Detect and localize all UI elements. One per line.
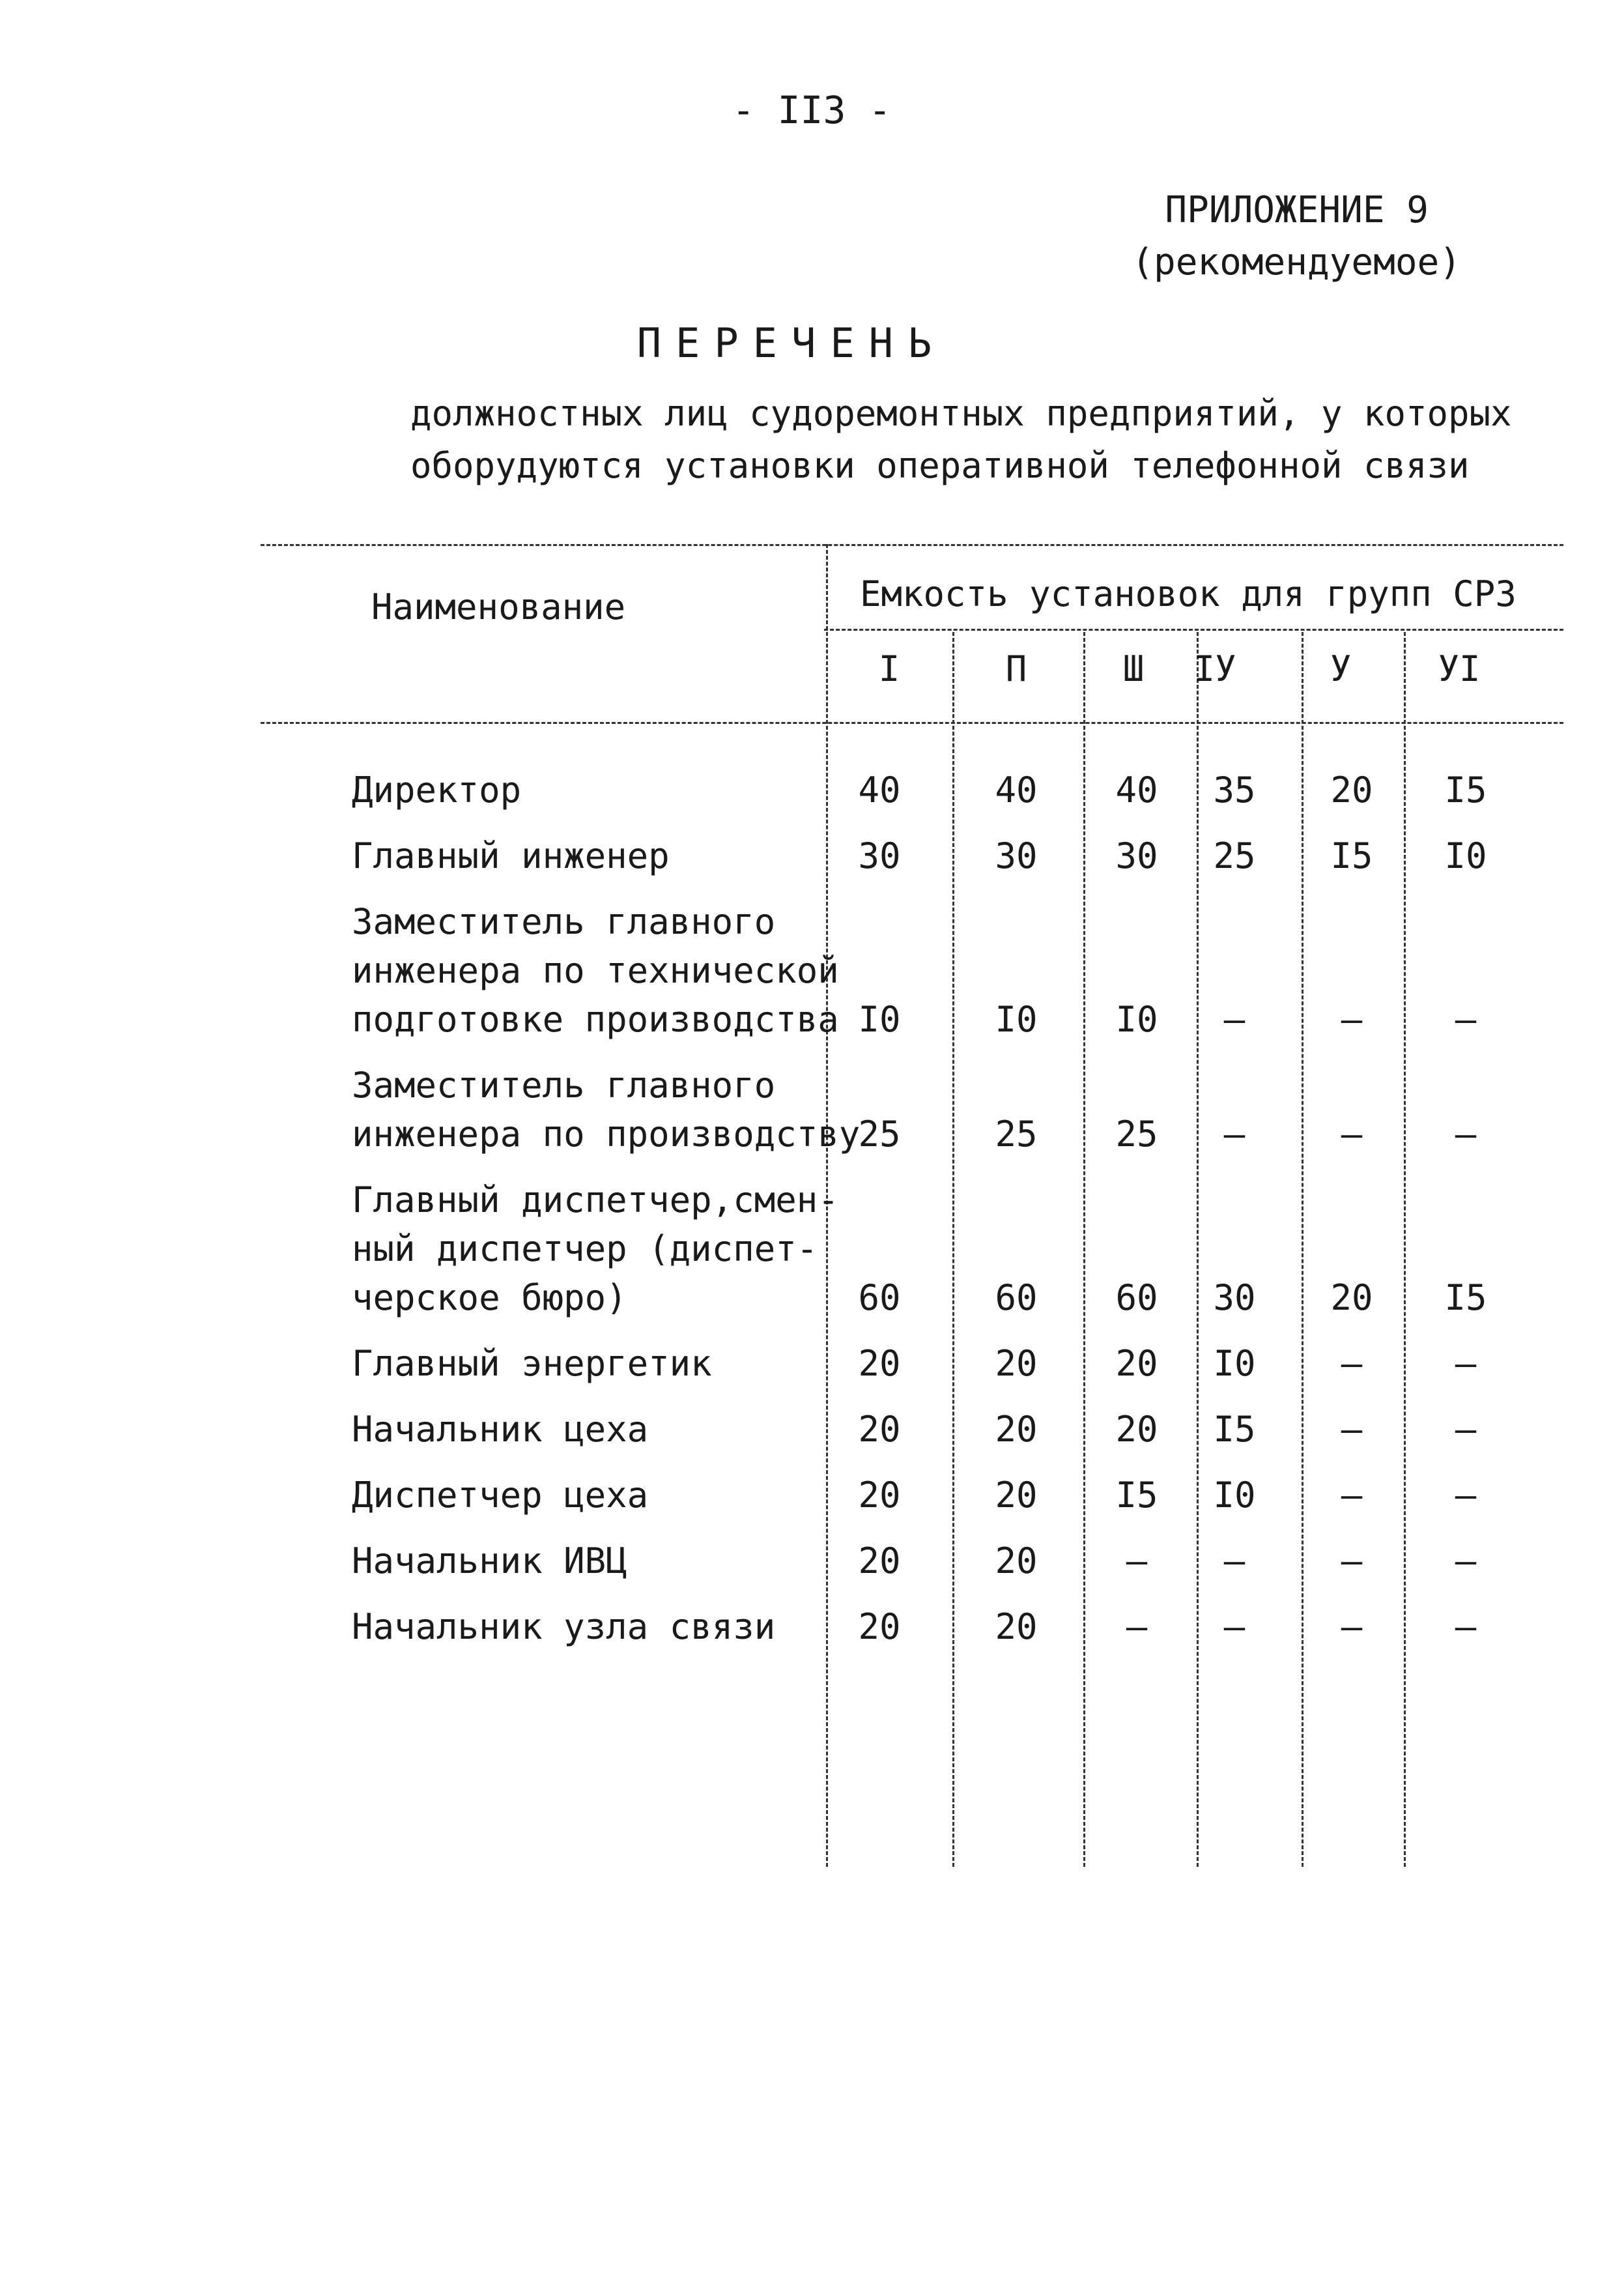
- row-name-line: Начальник узла связи: [352, 1606, 776, 1647]
- header-bottom-border: [261, 722, 1563, 724]
- row-name-line: ный диспетчер (диспет-: [352, 1228, 818, 1269]
- table-cell: 20: [995, 1540, 1038, 1581]
- table-cell: –: [1341, 1343, 1363, 1384]
- table-cell: I5: [1444, 1277, 1487, 1318]
- table-cell: –: [1223, 1114, 1246, 1155]
- table-cell: –: [1455, 999, 1477, 1040]
- row-name-line: черское бюро): [352, 1277, 627, 1318]
- group-header: Емкость установок для групп СРЗ: [860, 573, 1517, 614]
- row-name-line: Главный диспетчер,смен-: [352, 1179, 839, 1220]
- column-header-3: Ш: [1122, 648, 1145, 689]
- table-cell: I0: [1213, 1343, 1256, 1384]
- table-cell: 25: [858, 1114, 901, 1155]
- row-name: [352, 1175, 839, 1322]
- row-name-line: Заместитель главного: [352, 1065, 776, 1106]
- column-divider: [952, 632, 954, 1867]
- table-cell: 20: [995, 1343, 1038, 1384]
- column-header-4: IУ: [1193, 648, 1236, 689]
- table-cell: 20: [858, 1475, 901, 1516]
- table-cell: 20: [995, 1409, 1038, 1450]
- row-name-line: инженера по производству: [352, 1114, 861, 1155]
- column-divider: [1302, 632, 1303, 1867]
- row-name-line: Директор: [352, 770, 522, 811]
- table-cell: –: [1455, 1409, 1477, 1450]
- table-cell: –: [1341, 1606, 1363, 1647]
- table-top-border: [261, 544, 1563, 546]
- row-name: [352, 1405, 648, 1454]
- column-header-5: У: [1330, 648, 1352, 689]
- column-divider: [1197, 632, 1199, 1867]
- table-cell: 20: [1115, 1409, 1158, 1450]
- document-subtitle: [410, 388, 1512, 492]
- row-name-line: инженера по технической: [352, 950, 839, 991]
- table-cell: –: [1455, 1343, 1477, 1384]
- table-cell: 30: [1213, 1277, 1256, 1318]
- table-cell: I0: [1115, 999, 1158, 1040]
- table-cell: I5: [1213, 1409, 1256, 1450]
- table-cell: 25: [1213, 835, 1256, 876]
- row-name: [352, 1339, 712, 1388]
- table-cell: –: [1223, 1540, 1246, 1581]
- table-cell: –: [1341, 1475, 1363, 1516]
- table-cell: I5: [1330, 835, 1373, 876]
- table-cell: I5: [1444, 770, 1487, 811]
- table-cell: 60: [858, 1277, 901, 1318]
- table-cell: 60: [995, 1277, 1038, 1318]
- row-name: [352, 1471, 648, 1520]
- row-name: [352, 766, 521, 814]
- table-cell: 30: [995, 835, 1038, 876]
- row-name-line: Главный энергетик: [352, 1343, 712, 1384]
- table-cell: I0: [1213, 1475, 1256, 1516]
- table-cell: 30: [1115, 835, 1158, 876]
- table-cell: –: [1341, 1409, 1363, 1450]
- table-cell: –: [1223, 999, 1246, 1040]
- table-cell: –: [1341, 1114, 1363, 1155]
- row-name: [352, 831, 670, 880]
- group-header-divider: [824, 629, 1563, 631]
- table-cell: 20: [995, 1606, 1038, 1647]
- table-cell: I0: [995, 999, 1038, 1040]
- table-cell: 30: [858, 835, 901, 876]
- table-cell: 40: [1115, 770, 1158, 811]
- table-cell: 40: [858, 770, 901, 811]
- table-cell: 20: [1115, 1343, 1158, 1384]
- table-cell: –: [1126, 1606, 1148, 1647]
- subtitle-line: оборудуются установки оперативной телефонной связи: [410, 445, 1470, 486]
- name-column-header: Наименование: [371, 586, 626, 627]
- column-header-1: I: [878, 648, 900, 689]
- table-cell: I5: [1115, 1475, 1158, 1516]
- row-name: [352, 1602, 775, 1651]
- row-name-line: Главный инженер: [352, 835, 670, 876]
- column-header-2: П: [1005, 648, 1027, 689]
- row-name-line: Диспетчер цеха: [352, 1475, 649, 1516]
- table-cell: 20: [858, 1343, 901, 1384]
- table-cell: 20: [995, 1475, 1038, 1516]
- table-cell: –: [1455, 1540, 1477, 1581]
- document-title: ПЕРЕЧЕНЬ: [636, 319, 947, 367]
- table-cell: 20: [1330, 1277, 1373, 1318]
- table-cell: 20: [858, 1540, 901, 1581]
- appendix-note: (рекомендуемое): [1132, 241, 1461, 283]
- table-cell: I0: [858, 999, 901, 1040]
- row-name: [352, 897, 839, 1044]
- table-cell: –: [1223, 1606, 1246, 1647]
- row-name: [352, 1536, 627, 1585]
- table-cell: I0: [1444, 835, 1487, 876]
- table-cell: –: [1341, 1540, 1363, 1581]
- page-number: - II3 -: [732, 88, 892, 132]
- table-cell: 40: [995, 770, 1038, 811]
- table-cell: –: [1455, 1606, 1477, 1647]
- row-name-line: Начальник ИВЦ: [352, 1540, 627, 1581]
- row-name: [352, 1061, 860, 1159]
- table-cell: 25: [995, 1114, 1038, 1155]
- subtitle-line: должностных лиц судоремонтных предприятий, у которых: [410, 393, 1512, 434]
- row-name-line: подготовке производства: [352, 999, 839, 1040]
- table-cell: 20: [858, 1606, 901, 1647]
- row-name-line: Начальник цеха: [352, 1409, 649, 1450]
- table-cell: 25: [1115, 1114, 1158, 1155]
- table-cell: –: [1455, 1114, 1477, 1155]
- table-cell: –: [1341, 999, 1363, 1040]
- table-cell: –: [1126, 1540, 1148, 1581]
- column-divider: [1083, 632, 1085, 1867]
- table-cell: 20: [1330, 770, 1373, 811]
- column-header-6: УI: [1438, 648, 1481, 689]
- table-cell: 20: [858, 1409, 901, 1450]
- table-cell: 35: [1213, 770, 1256, 811]
- table-cell: –: [1455, 1475, 1477, 1516]
- column-divider: [1404, 632, 1406, 1867]
- appendix-label: ПРИЛОЖЕНИЕ 9: [1165, 189, 1429, 231]
- table-cell: 60: [1115, 1277, 1158, 1318]
- row-name-line: Заместитель главного: [352, 901, 776, 942]
